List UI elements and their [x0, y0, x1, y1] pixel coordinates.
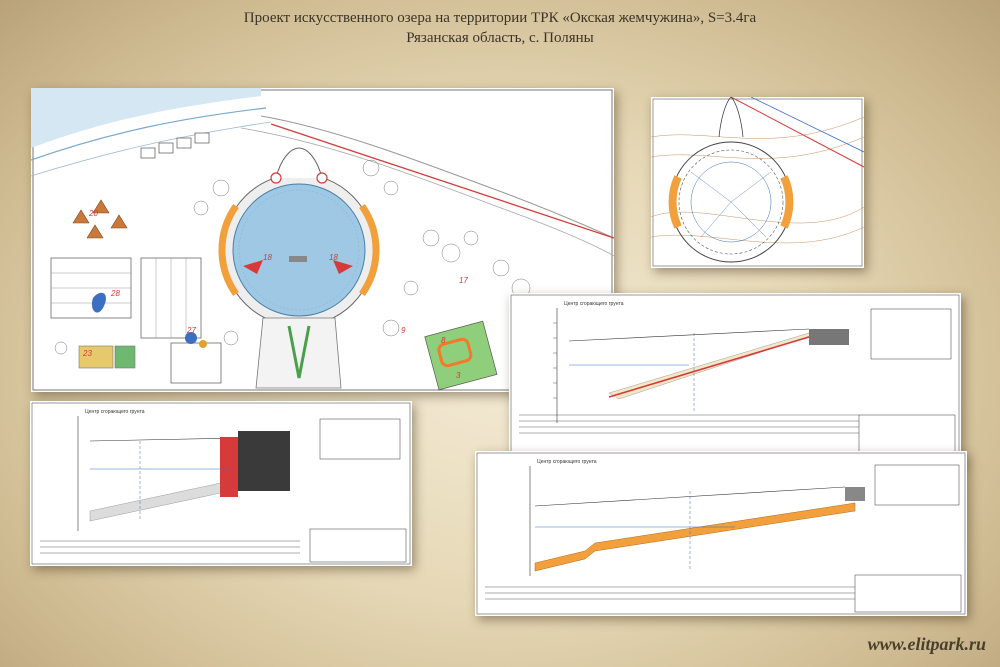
zone-label-18-west: 18 [263, 253, 272, 262]
zone-label-3: 3 [456, 371, 461, 380]
zone-label-27: 27 [187, 326, 196, 335]
lake-topo-detail [651, 97, 864, 268]
zone-label-20: 20 [89, 209, 98, 218]
zone-label-17: 17 [459, 276, 468, 285]
section2-axis-label: Центр сгорающего грунта [85, 409, 145, 415]
topo-svg [651, 97, 864, 268]
zone-label-9: 9 [401, 326, 406, 335]
zone-label-28: 28 [111, 289, 120, 298]
cross-section-drawing-1 [509, 293, 961, 465]
section3-svg [475, 451, 967, 616]
zone-label-8: 8 [441, 336, 446, 345]
zone-label-18-east: 18 [329, 253, 338, 262]
cross-section-drawing-3 [475, 451, 967, 616]
section3-axis-label: Центр сгорающего грунта [537, 459, 597, 465]
cross-section-drawing-2 [30, 401, 412, 566]
section1-axis-label: Центр сгорающего грунта [564, 301, 624, 307]
website-link[interactable]: www.elitpark.ru [867, 634, 986, 654]
page-header [0, 8, 1000, 48]
title-line-1: Проект искусственного озера на территории ТРК «Окская жемчужина», S=3.4га [243, 10, 757, 26]
retaining-wall [220, 437, 238, 497]
title-line-2: Рязанская область, с. Поляны [406, 30, 594, 46]
lake [233, 184, 365, 316]
section2-svg [30, 401, 412, 566]
section1-svg [509, 293, 961, 465]
zone-label-23: 23 [83, 349, 92, 358]
